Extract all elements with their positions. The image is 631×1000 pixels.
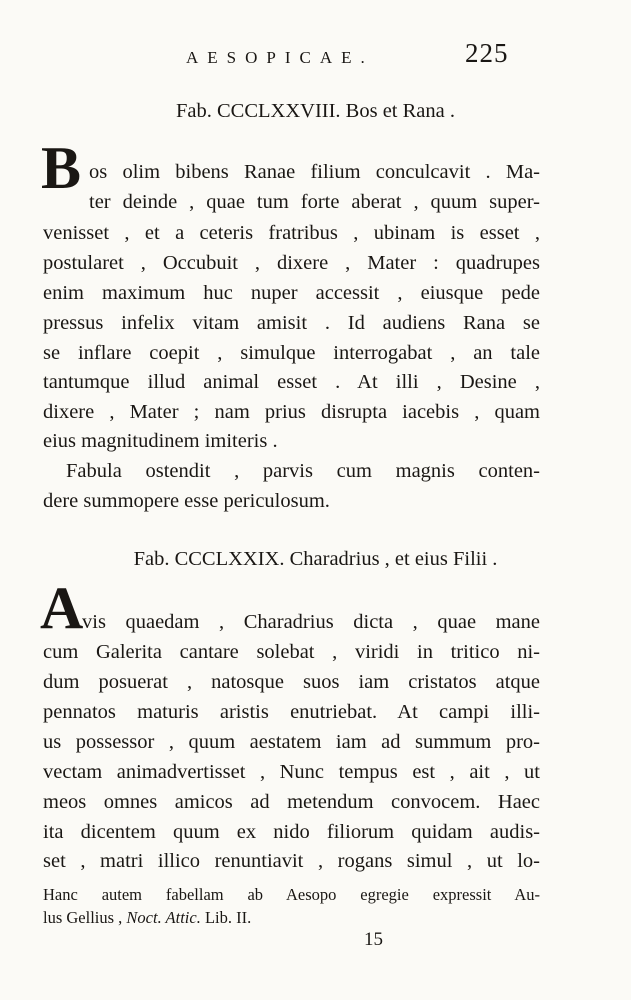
fable1-line-4: postularet , Occubuit , dixere , Mater : quadrupes xyxy=(43,252,540,274)
fable2-line-5: us possessor , quum aestatem iam ad summum pro- xyxy=(43,731,540,753)
fable1-line-9: dixere , Mater ; nam prius disrupta iacebis , quam xyxy=(43,401,540,423)
fable1-line-6: pressus infelix vitam amisit . Id audiens Rana se xyxy=(43,312,540,334)
footnote-line-2 xyxy=(43,907,540,929)
fable2-line-3: dum posuerat , natosque suos iam cristatos atque xyxy=(43,671,540,693)
drop-cap-1: B xyxy=(41,135,82,201)
fable2-line-7: meos omnes amicos ad metendum convocem. Haec xyxy=(43,791,540,813)
footnote-line-1: Hanc autem fabellam ab Aesopo egregie expressit Au- xyxy=(43,885,540,904)
fable1-line-8: tantumque illud animal esset . At illi , Desine , xyxy=(43,371,540,393)
fable1-line-3: venisset , et a ceteris fratribus , ubinam is esset , xyxy=(43,222,540,244)
fable1-line-1: os olim bibens Ranae filium conculcavit . Ma- xyxy=(89,161,540,183)
fable1-line-2: ter deinde , quae tum forte aberat , quum super- xyxy=(89,191,540,213)
footnote-work-title: Noct. Attic. xyxy=(126,908,201,927)
fable2-line-8: ita dicentem quum ex nido filiorum quidam audis- xyxy=(43,821,540,843)
fable2-line-6: vectam animadvertisset , Nunc tempus est , ait , ut xyxy=(43,761,540,783)
fable1-line-7: se inflare coepit , simulque interrogabat , an tale xyxy=(43,342,540,364)
fable-title-2: Fab. CCCLXXIX. Charadrius , et eius Filii . xyxy=(133,548,498,570)
footnote-book-ref: Lib. II. xyxy=(204,908,252,927)
running-head xyxy=(0,38,631,72)
fable-title-1: Fab. CCCLXXVIII. Bos et Rana . xyxy=(175,100,455,122)
fable1-moral-line-1: Fabula ostendit , parvis cum magnis conten- xyxy=(66,460,540,482)
page-number: 225 xyxy=(465,38,509,68)
fable2-line-1: vis quaedam , Charadrius dicta , quae mane xyxy=(82,611,540,633)
fable1-line-5: enim maximum huc nuper accessit , eiusque pede xyxy=(43,282,540,304)
fable2-line-2: cum Galerita cantare solebat , viridi in tritico ni- xyxy=(43,641,540,663)
signature-mark: 15 xyxy=(364,929,383,950)
footnote-author: lus Gellius , xyxy=(43,908,123,927)
fable1-line-10: eius magnitudinem imiteris . xyxy=(43,430,278,452)
fable2-line-4: pennatos maturis aristis enutriebat. At campi illi- xyxy=(43,701,540,723)
drop-cap-2: A xyxy=(40,575,84,641)
running-title: AESOPICAE. xyxy=(186,48,374,67)
fable1-moral-line-2: dere summopere esse periculosum. xyxy=(43,490,330,512)
fable2-line-9: set , matri illico renuntiavit , rogans simul , ut lo- xyxy=(43,850,540,872)
